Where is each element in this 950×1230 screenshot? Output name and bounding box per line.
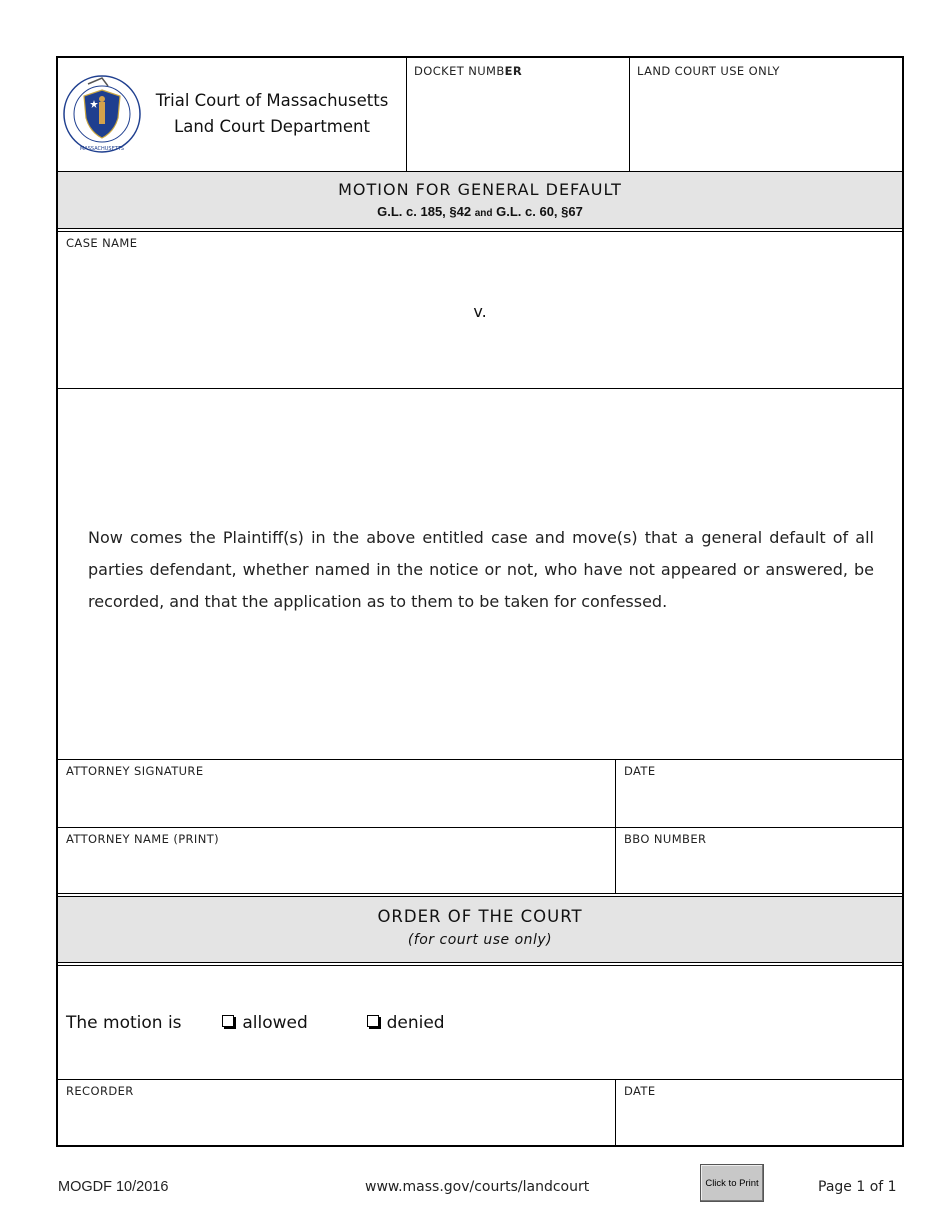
page-number: Page 1 of 1 [818,1179,897,1195]
divider [58,1079,902,1080]
divider [615,759,616,893]
denied-label: denied [386,1013,445,1033]
divider [58,965,902,966]
divider [629,58,630,171]
allowed-checkbox[interactable] [222,1013,307,1033]
versus-text: v. [473,302,487,321]
divider [58,759,902,760]
divider [58,827,902,828]
divider [58,388,902,389]
land-court-use-label: LAND COURT USE ONLY [637,64,780,78]
recorder-field[interactable] [62,1100,610,1144]
date-label: DATE [624,764,656,778]
svg-text:MASSACHUSETTS: MASSACHUSETTS [80,146,124,152]
checkbox-icon [222,1015,234,1027]
date-field[interactable] [620,780,900,824]
order-subtitle: (for court use only) [407,932,553,948]
case-name-label: CASE NAME [66,236,138,250]
massachusetts-seal-icon [62,74,142,154]
divider [58,231,902,232]
attorney-name-field[interactable] [62,848,610,890]
denied-checkbox[interactable] [367,1013,445,1033]
divider [406,58,407,171]
court-line-2: Land Court Department [174,117,370,136]
divider [615,1079,616,1147]
docket-number-label: DOCKET NUMBER [414,64,523,78]
statute-reference: G.L. c. 185, §42 and G.L. c. 60, §67 [377,204,583,219]
click-to-print-button[interactable]: Click to Print [700,1164,764,1202]
motion-form [56,56,904,1147]
checkbox-icon [367,1015,379,1027]
recorder-date-label: DATE [624,1084,656,1098]
order-title: ORDER OF THE COURT [377,907,583,926]
allowed-label: allowed [242,1013,308,1033]
court-name [142,88,402,140]
attorney-signature-field[interactable] [62,780,610,824]
divider [58,228,902,229]
court-line-1: Trial Court of Massachusetts [155,91,389,110]
court-url[interactable]: www.mass.gov/courts/landcourt [365,1179,590,1195]
attorney-signature-label: ATTORNEY SIGNATURE [66,764,204,778]
bbo-number-label: BBO NUMBER [624,832,707,846]
recorder-date-field[interactable] [620,1100,900,1144]
motion-body-text: Now comes the Plaintiff(s) in the above entitled case and move(s) that a general default of all parties defendant, whether named in the notice or not, who have not appeared or answered, be recorded, and that the application as to them to be taken for confessed. [88,528,874,611]
form-title: MOTION FOR GENERAL DEFAULT [338,180,622,199]
form-id: MOGDF 10/2016 [58,1179,169,1195]
attorney-name-label: ATTORNEY NAME (PRINT) [66,832,220,846]
divider [58,962,902,963]
docket-number-field[interactable] [410,82,626,168]
motion-label: The motion is [66,1013,182,1033]
land-court-use-field[interactable] [633,82,901,168]
bbo-number-field[interactable] [620,848,900,890]
divider [58,893,902,894]
motion-decision-row [66,1013,445,1033]
recorder-label: RECORDER [66,1084,134,1098]
